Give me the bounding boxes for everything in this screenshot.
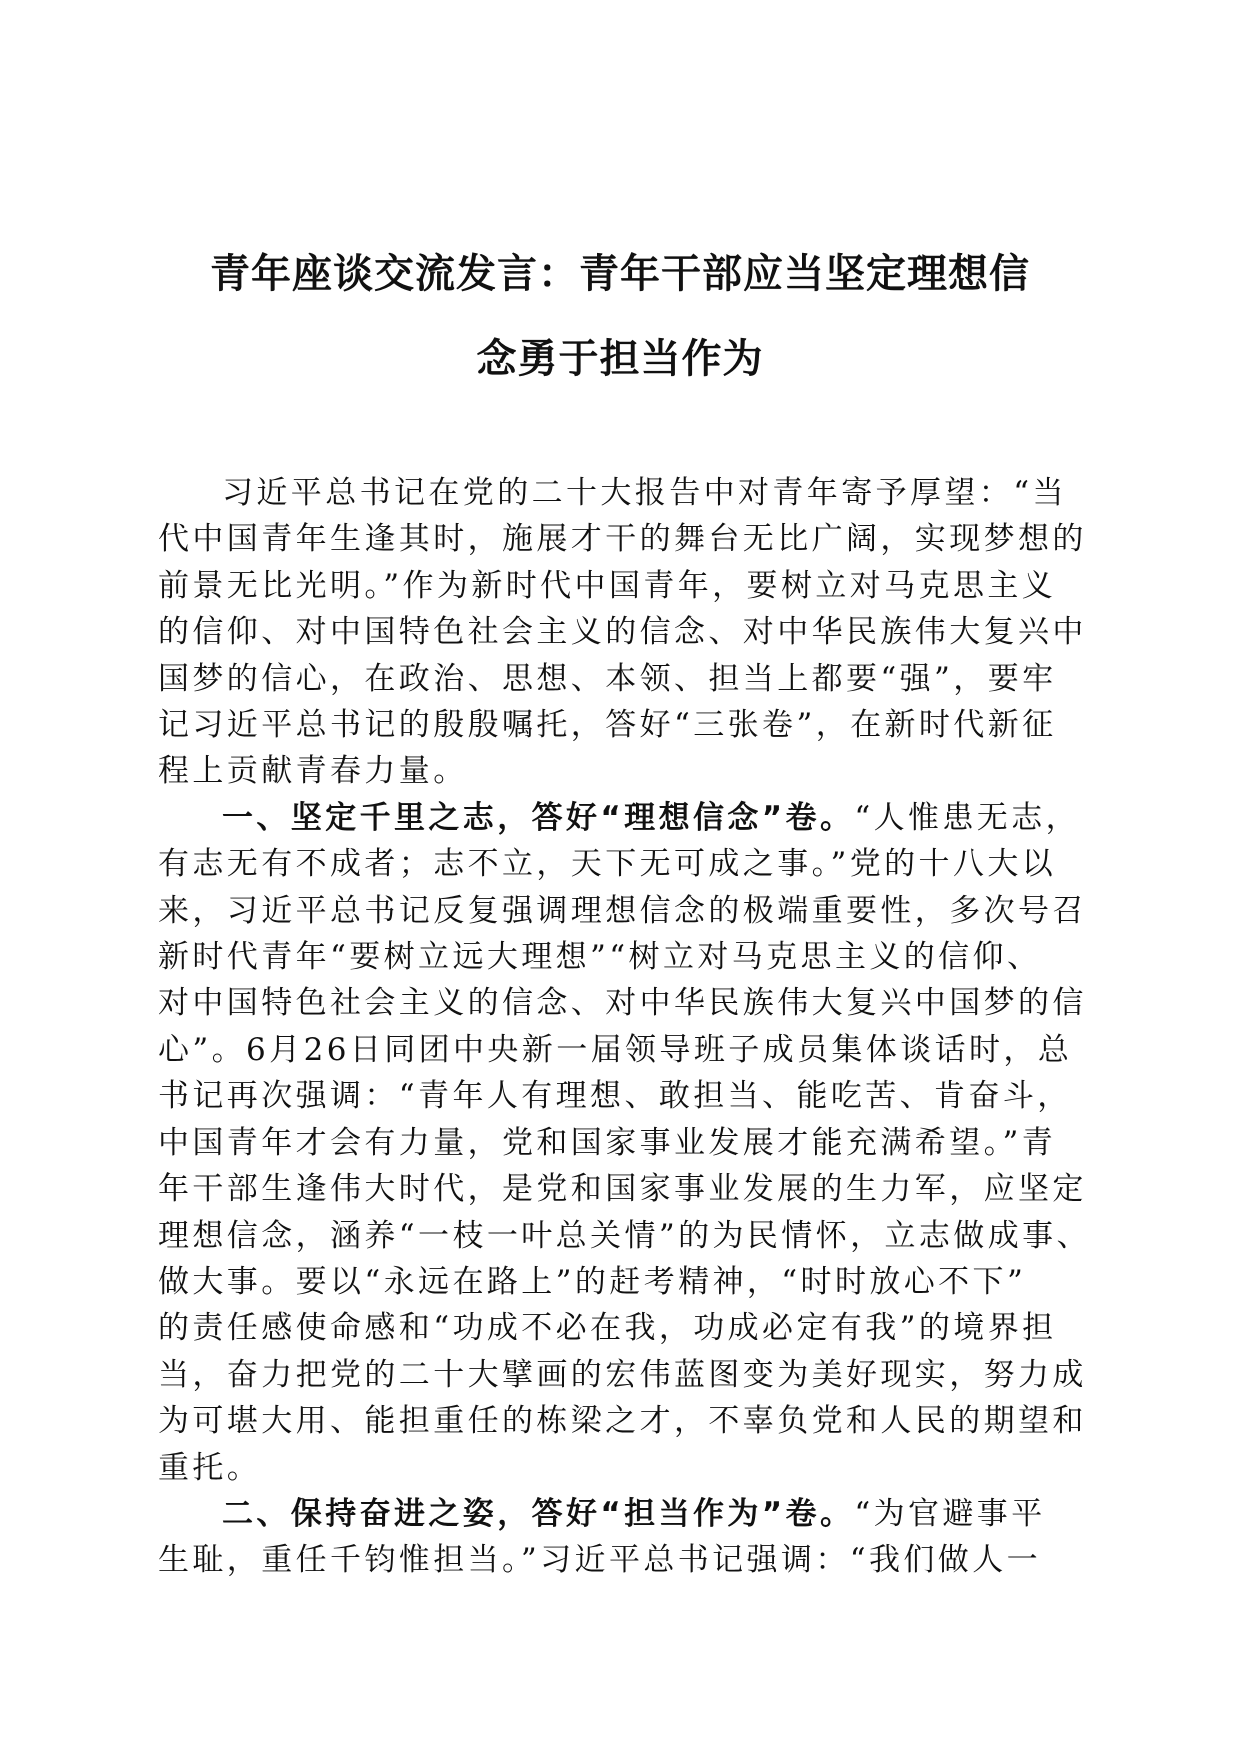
paragraph-2-line-4: 新时代青年“要树立远大理想”“树立对马克思主义的信仰、 [158, 939, 1042, 976]
paragraph-1-line-6: 记习近平总书记的殷殷嘱托，答好“三张卷”，在新时代新征 [158, 707, 1057, 744]
section-heading-1: 一、坚定千里之志，答好“理想信念”卷。 [222, 799, 855, 836]
paragraph-1-line-7: 程上贡献青春力量。 [158, 753, 468, 790]
paragraph-2-line-3: 来，习近平总书记反复强调理想信念的极端重要性，多次号召 [158, 892, 1087, 929]
paragraph-1-line-1: 习近平总书记在党的二十大报告中对青年寄予厚望：“当 [222, 475, 1067, 511]
paragraph-2-line-14: 为可堪大用、能担重任的栋梁之才，不辜负党和人民的期望和 [158, 1403, 1087, 1440]
paragraph-2-line-13: 当，奋力把党的二十大擘画的宏伟蓝图变为美好现实，努力成 [158, 1356, 1087, 1393]
title-line-1: 青年座谈交流发言：青年干部应当坚定理想信 [210, 251, 1030, 297]
title-line-2: 念勇于担当作为 [476, 336, 764, 382]
paragraph-2-line-9: 年干部生逢伟大时代，是党和国家事业发展的生力军，应坚定 [158, 1171, 1087, 1208]
paragraph-2-line-10: 理想信念，涵养“一枝一叶总关情”的为民情怀，立志做成事、 [158, 1217, 1091, 1254]
paragraph-3-line-1 [158, 1491, 1088, 1537]
paragraph-1-line-4: 的信仰、对中国特色社会主义的信念、对中华民族伟大复兴中 [158, 614, 1087, 651]
paragraph-2-line-7: 书记再次强调：“青年人有理想、敢担当、能吃苦、肯奋斗， [158, 1078, 1072, 1115]
paragraph-2-line-11: 做大事。要以“永远在路上”的赶考精神，“时时放心不下” [158, 1263, 1027, 1300]
paragraph-2-line-8: 中国青年才会有力量，党和国家事业发展才能充满希望。”青 [158, 1124, 1057, 1161]
paragraph-2-line-2: 有志无有不成者；志不立，天下无可成之事。”党的十八大以 [158, 846, 1057, 883]
paragraph-2-line-12: 的责任感使命感和“功成不必在我，功成必定有我”的境界担 [158, 1310, 1057, 1347]
paragraph-1-line-3: 前景无比光明。”作为新时代中国青年，要树立对马克思主义 [158, 567, 1057, 604]
paragraph-1-line-5: 国梦的信心，在政治、思想、本领、担当上都要“强”，要牢 [158, 660, 1057, 697]
document-title [140, 232, 1100, 402]
paragraph-1-line-2: 代中国青年生逢其时，施展才干的舞台无比广阔，实现梦想的 [158, 521, 1087, 558]
paragraph-3-line-2: 生耻，重任千钧惟担当。”习近平总书记强调：“我们做人一 [158, 1542, 1041, 1579]
paragraph-2-line-5: 对中国特色社会主义的信念、对中华民族伟大复兴中国梦的信 [158, 985, 1087, 1022]
paragraph-2-line-1 [158, 795, 1088, 841]
paragraph-2-line-15: 重托。 [158, 1449, 262, 1486]
paragraph-2-line-1-text: “人惟患无志， [854, 799, 1081, 836]
paragraph-3-line-1-text: “为官避事平 [854, 1495, 1046, 1532]
document-body [158, 470, 1091, 1584]
paragraph-2-line-6: 心”。6月26日同团中央新一届领导班子成员集体谈话时，总 [158, 1031, 1073, 1068]
section-heading-2: 二、保持奋进之姿，答好“担当作为”卷。 [222, 1495, 855, 1532]
